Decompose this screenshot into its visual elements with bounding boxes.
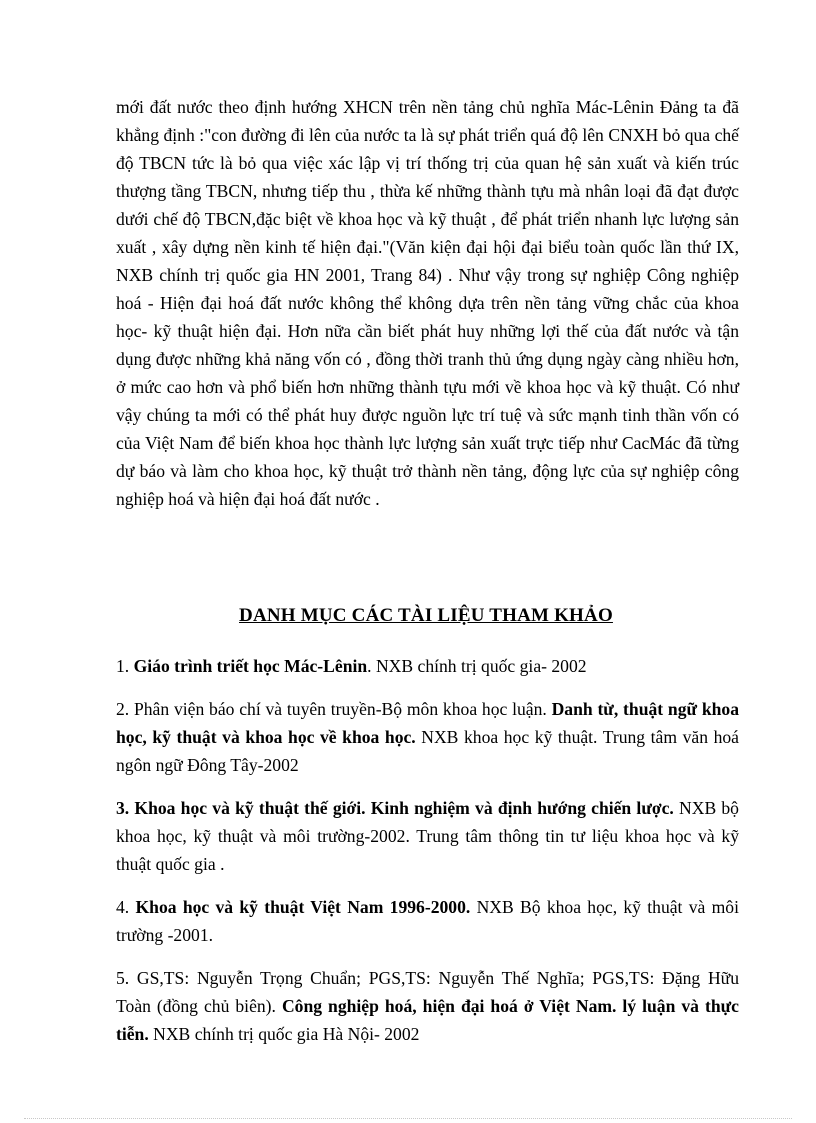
reference-item-5	[116, 964, 739, 1048]
reference-item-1	[116, 652, 739, 680]
reference-details: . NXB chính trị quốc gia- 2002	[367, 656, 587, 676]
reference-prefix: 4.	[116, 897, 136, 917]
reference-details: NXB khoa học kỹ thuật. Trung tâm văn hoá ngôn ngữ Đông Tây-2002	[116, 727, 739, 775]
references-title: DANH MỤC CÁC TÀI LIỆU THAM KHẢO	[239, 605, 613, 626]
reference-item-2	[116, 695, 739, 779]
reference-details: NXB Bộ khoa học, kỹ thuật và môi trường -2001.	[116, 897, 739, 945]
reference-item-4	[116, 893, 739, 949]
reference-title: Khoa học và kỹ thuật Việt Nam 1996-2000.	[135, 897, 471, 917]
references-list	[116, 652, 739, 1063]
page-bottom-divider	[24, 1118, 792, 1119]
reference-prefix: 2. Phân viện báo chí và tuyên truyền-Bộ môn khoa học luận.	[116, 699, 552, 719]
reference-item-3	[116, 794, 739, 878]
reference-details: NXB bộ khoa học, kỹ thuật và môi trường-2002. Trung tâm thông tin tư liệu khoa học và kỹ thuật quốc gia .	[116, 798, 739, 874]
reference-details: NXB chính trị quốc gia Hà Nội- 2002	[148, 1024, 420, 1044]
reference-title: 3. Khoa học và kỹ thuật thế giới. Kinh nghiệm và định hướng chiến lược.	[116, 798, 674, 818]
reference-title: Danh từ, thuật ngữ khoa học, kỹ thuật và khoa học về khoa học.	[116, 699, 740, 747]
reference-prefix: 5. GS,TS: Nguyễn Trọng Chuẩn; PGS,TS: Nguyễn Thế Nghĩa; PGS,TS: Đặng Hữu Toàn (đồng chủ biên).	[116, 968, 739, 1016]
reference-title: Giáo trình triết học Mác-Lênin	[133, 656, 368, 676]
body-paragraph: mới đất nước theo định hướng XHCN trên nền tảng chủ nghĩa Mác-Lênin Đảng ta đã khẳng định :"con đường đi lên của nước ta là sự phát triển quá độ lên CNXH bỏ qua chế độ TBCN tức là bỏ qua việc xác lập vị trí thống trị của quan hệ sản xuất và kiến trúc thượng tầng TBCN, nhưng tiếp thu , thừa kế những thành tựu mà nhân loại đã đạt được dưới chế độ TBCN,đặc biệt về khoa học và kỹ thuật , để phát triển nhanh lực lượng sản xuất , xây dựng nền kinh tế hiện đại."(Văn kiện đại hội đại biểu toàn quốc lần thứ IX, NXB chính trị quốc gia HN 2001, Trang 84) . Như vậy trong sự nghiệp Công nghiệp hoá - Hiện đại hoá đất nước không thể không dựa trên nền tảng vững chắc của khoa học- kỹ thuật hiện đại. Hơn nữa cần biết phát huy những lợi thế của đất nước và tận dụng được những khả năng vốn có , đồng thời tranh thủ ứng dụng ngày càng nhiều hơn, ở mức cao hơn và phổ biến hơn những thành tựu mới về khoa học và kỹ thuật. Có như vậy chúng ta mới có thể phát huy được nguồn lực trí tuệ và sức mạnh tinh thần vốn có của Việt Nam để biến khoa học thành lực lượng sản xuất trực tiếp như CacMác đã từng dự báo và làm cho khoa học, kỹ thuật trở thành nền tảng, động lực của sự nghiệp công nghiệp hoá và hiện đại hoá đất nước .	[116, 97, 739, 509]
reference-title: Công nghiệp hoá, hiện đại hoá ở Việt Nam. lý luận và thực tiễn.	[116, 996, 739, 1044]
reference-prefix: 1.	[116, 656, 134, 676]
